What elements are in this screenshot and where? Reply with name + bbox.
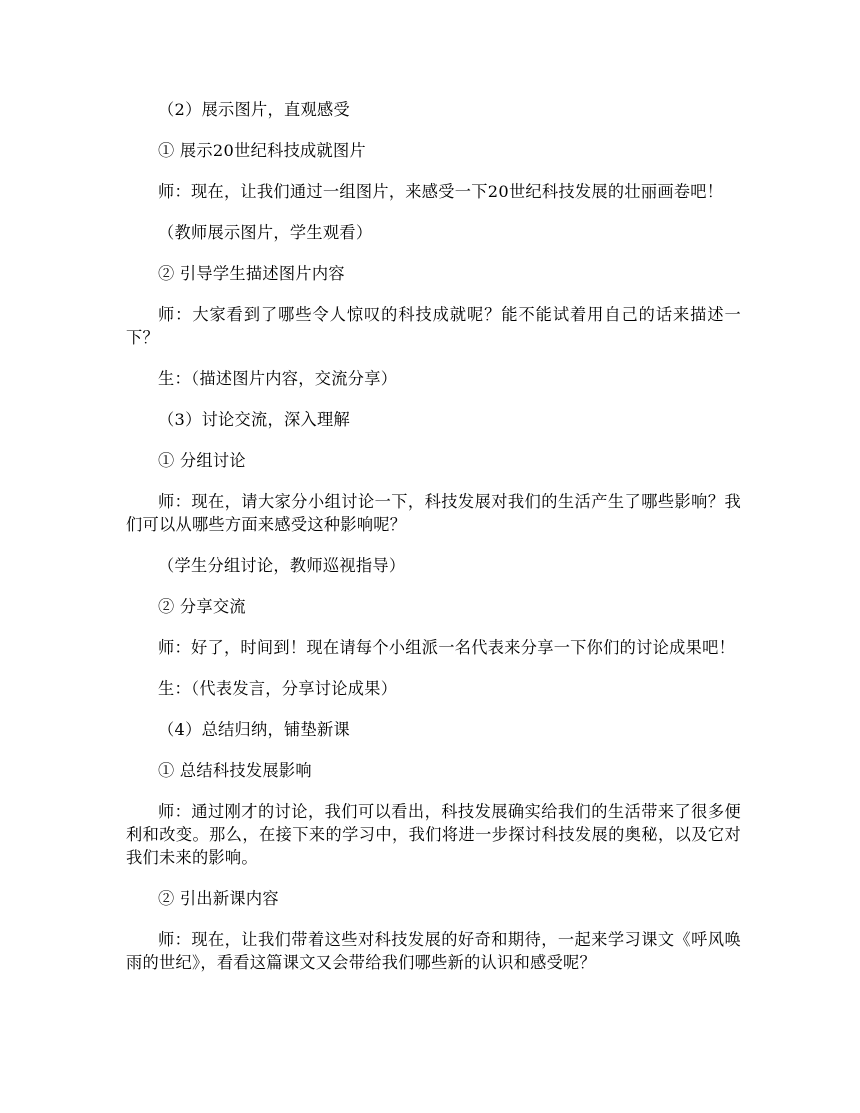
stage-direction: （教师展示图片，学生观看）: [158, 223, 373, 242]
step-heading: ① 总结科技发展影响: [158, 761, 312, 780]
step-heading: ② 分享交流: [158, 597, 246, 616]
section-heading-3: （3）讨论交流，深入理解: [158, 410, 350, 429]
stage-direction: （学生分组讨论，教师巡视指导）: [158, 556, 406, 575]
teacher-line: 师：现在，让我们通过一组图片，来感受一下20世纪科技发展的壮丽画卷吧！: [158, 182, 724, 201]
section-heading-4: （4）总结归纳，铺垫新课: [158, 720, 350, 739]
teacher-line: 师：好了，时间到！现在请每个小组派一名代表来分享一下你们的讨论成果吧！: [158, 638, 736, 657]
step-heading: ① 展示20世纪科技成就图片: [158, 141, 367, 160]
step-heading: ① 分组讨论: [158, 451, 246, 470]
teacher-line: 师：大家看到了哪些令人惊叹的科技成就呢？能不能试着用自己的话来描述一下？: [126, 305, 741, 347]
student-line: 生：（代表发言，分享讨论成果）: [158, 679, 398, 698]
document-body: [126, 98, 741, 992]
section-heading-2: （2）展示图片，直观感受: [158, 100, 350, 119]
step-heading: ② 引出新课内容: [158, 889, 279, 908]
teacher-line: 师：现在，让我们带着这些对科技发展的好奇和期待，一起来学习课文《呼风唤雨的世纪》，看看这篇课文又会带给我们哪些新的认识和感受呢？: [126, 930, 741, 972]
student-line: 生：（描述图片内容，交流分享）: [158, 369, 398, 388]
step-heading: ② 引导学生描述图片内容: [158, 264, 345, 283]
teacher-line: 师：现在，请大家分小组讨论一下，科技发展对我们的生活产生了哪些影响？我们可以从哪些方面来感受这种影响呢？: [126, 492, 741, 534]
teacher-line: 师：通过刚才的讨论，我们可以看出，科技发展确实给我们的生活带来了很多便利和改变。那么，在接下来的学习中，我们将进一步探讨科技发展的奥秘，以及它对我们未来的影响。: [126, 802, 741, 867]
